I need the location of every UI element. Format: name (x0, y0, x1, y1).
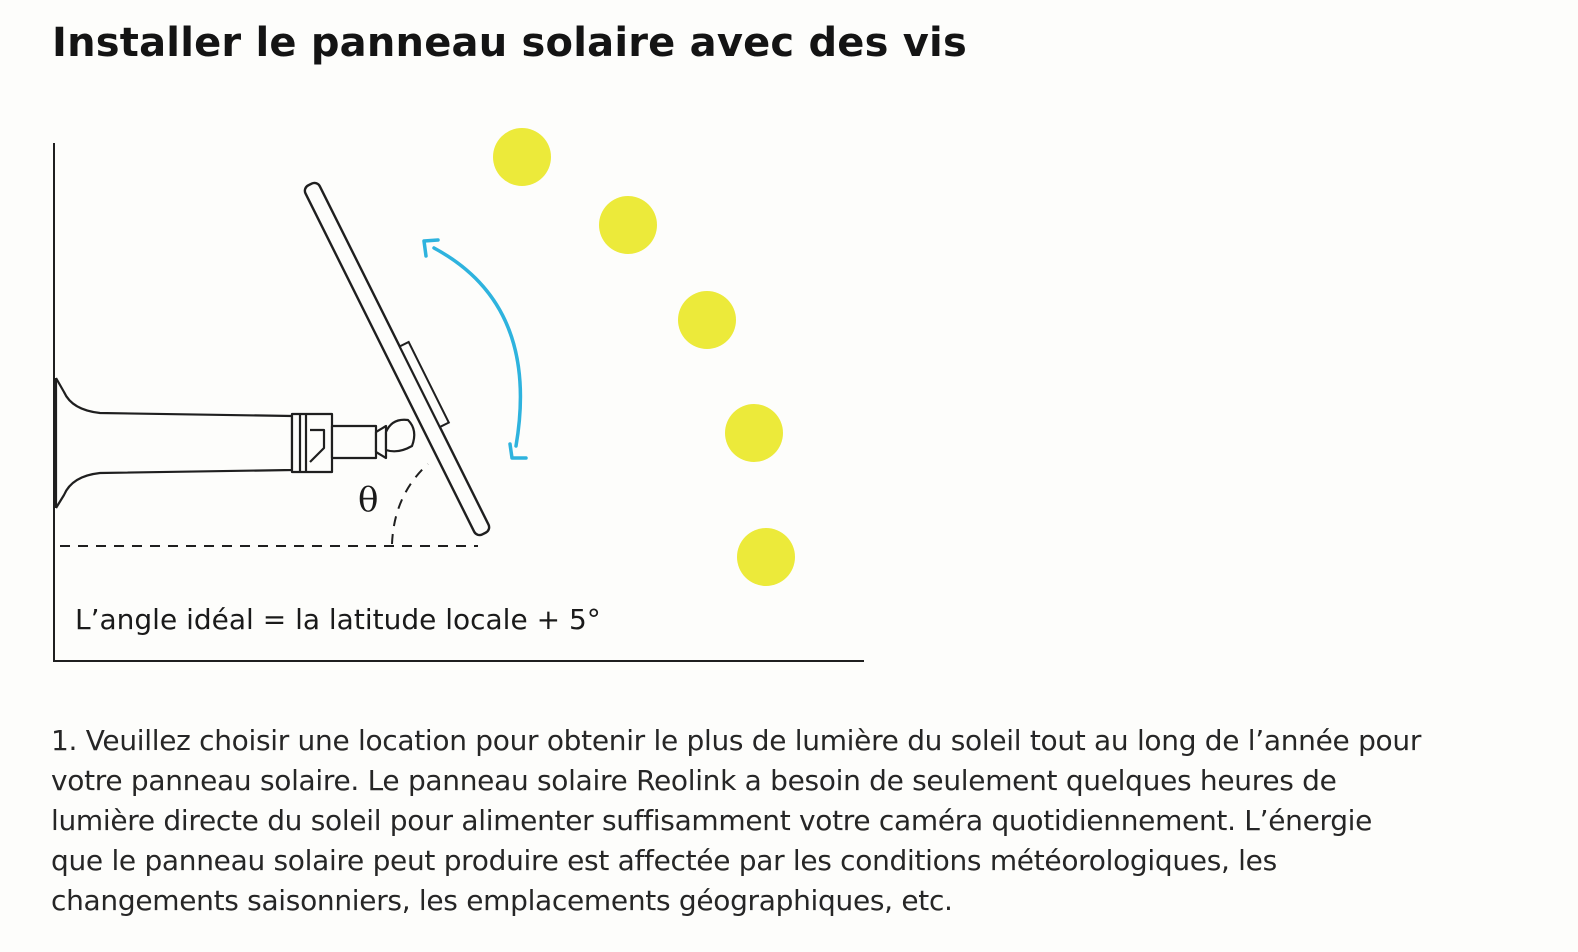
solar-panel (303, 176, 500, 537)
instruction-line: changements saisonniers, les emplacements géographiques, etc. (51, 884, 953, 917)
angle-theta-label: θ (358, 480, 379, 520)
instruction-line: 1. Veuillez choisir une location pour obtenir le plus de lumière du soleil tout au long de l’année pour (51, 724, 1422, 757)
page-title: Installer le panneau solaire avec des vis (52, 20, 967, 66)
instruction-line: lumière directe du soleil pour alimenter suffisamment votre caméra quotidiennement. L’énergie (51, 804, 1373, 837)
instruction-paragraph (51, 721, 1561, 921)
sun-circle-icon (725, 404, 783, 462)
instruction-line: votre panneau solaire. Le panneau solaire Reolink a besoin de seulement quelques heures de (51, 764, 1337, 797)
sun-circle-icon (678, 291, 736, 349)
sun-path (493, 128, 795, 586)
ideal-angle-formula: L’angle idéal = la latitude locale + 5° (75, 603, 601, 636)
sun-circle-icon (599, 196, 657, 254)
angle-arc (392, 464, 428, 544)
sun-circle-icon (493, 128, 551, 186)
sun-circle-icon (737, 528, 795, 586)
instruction-line: que le panneau solaire peut produire est affectée par les conditions météorologiques, les (51, 844, 1277, 877)
